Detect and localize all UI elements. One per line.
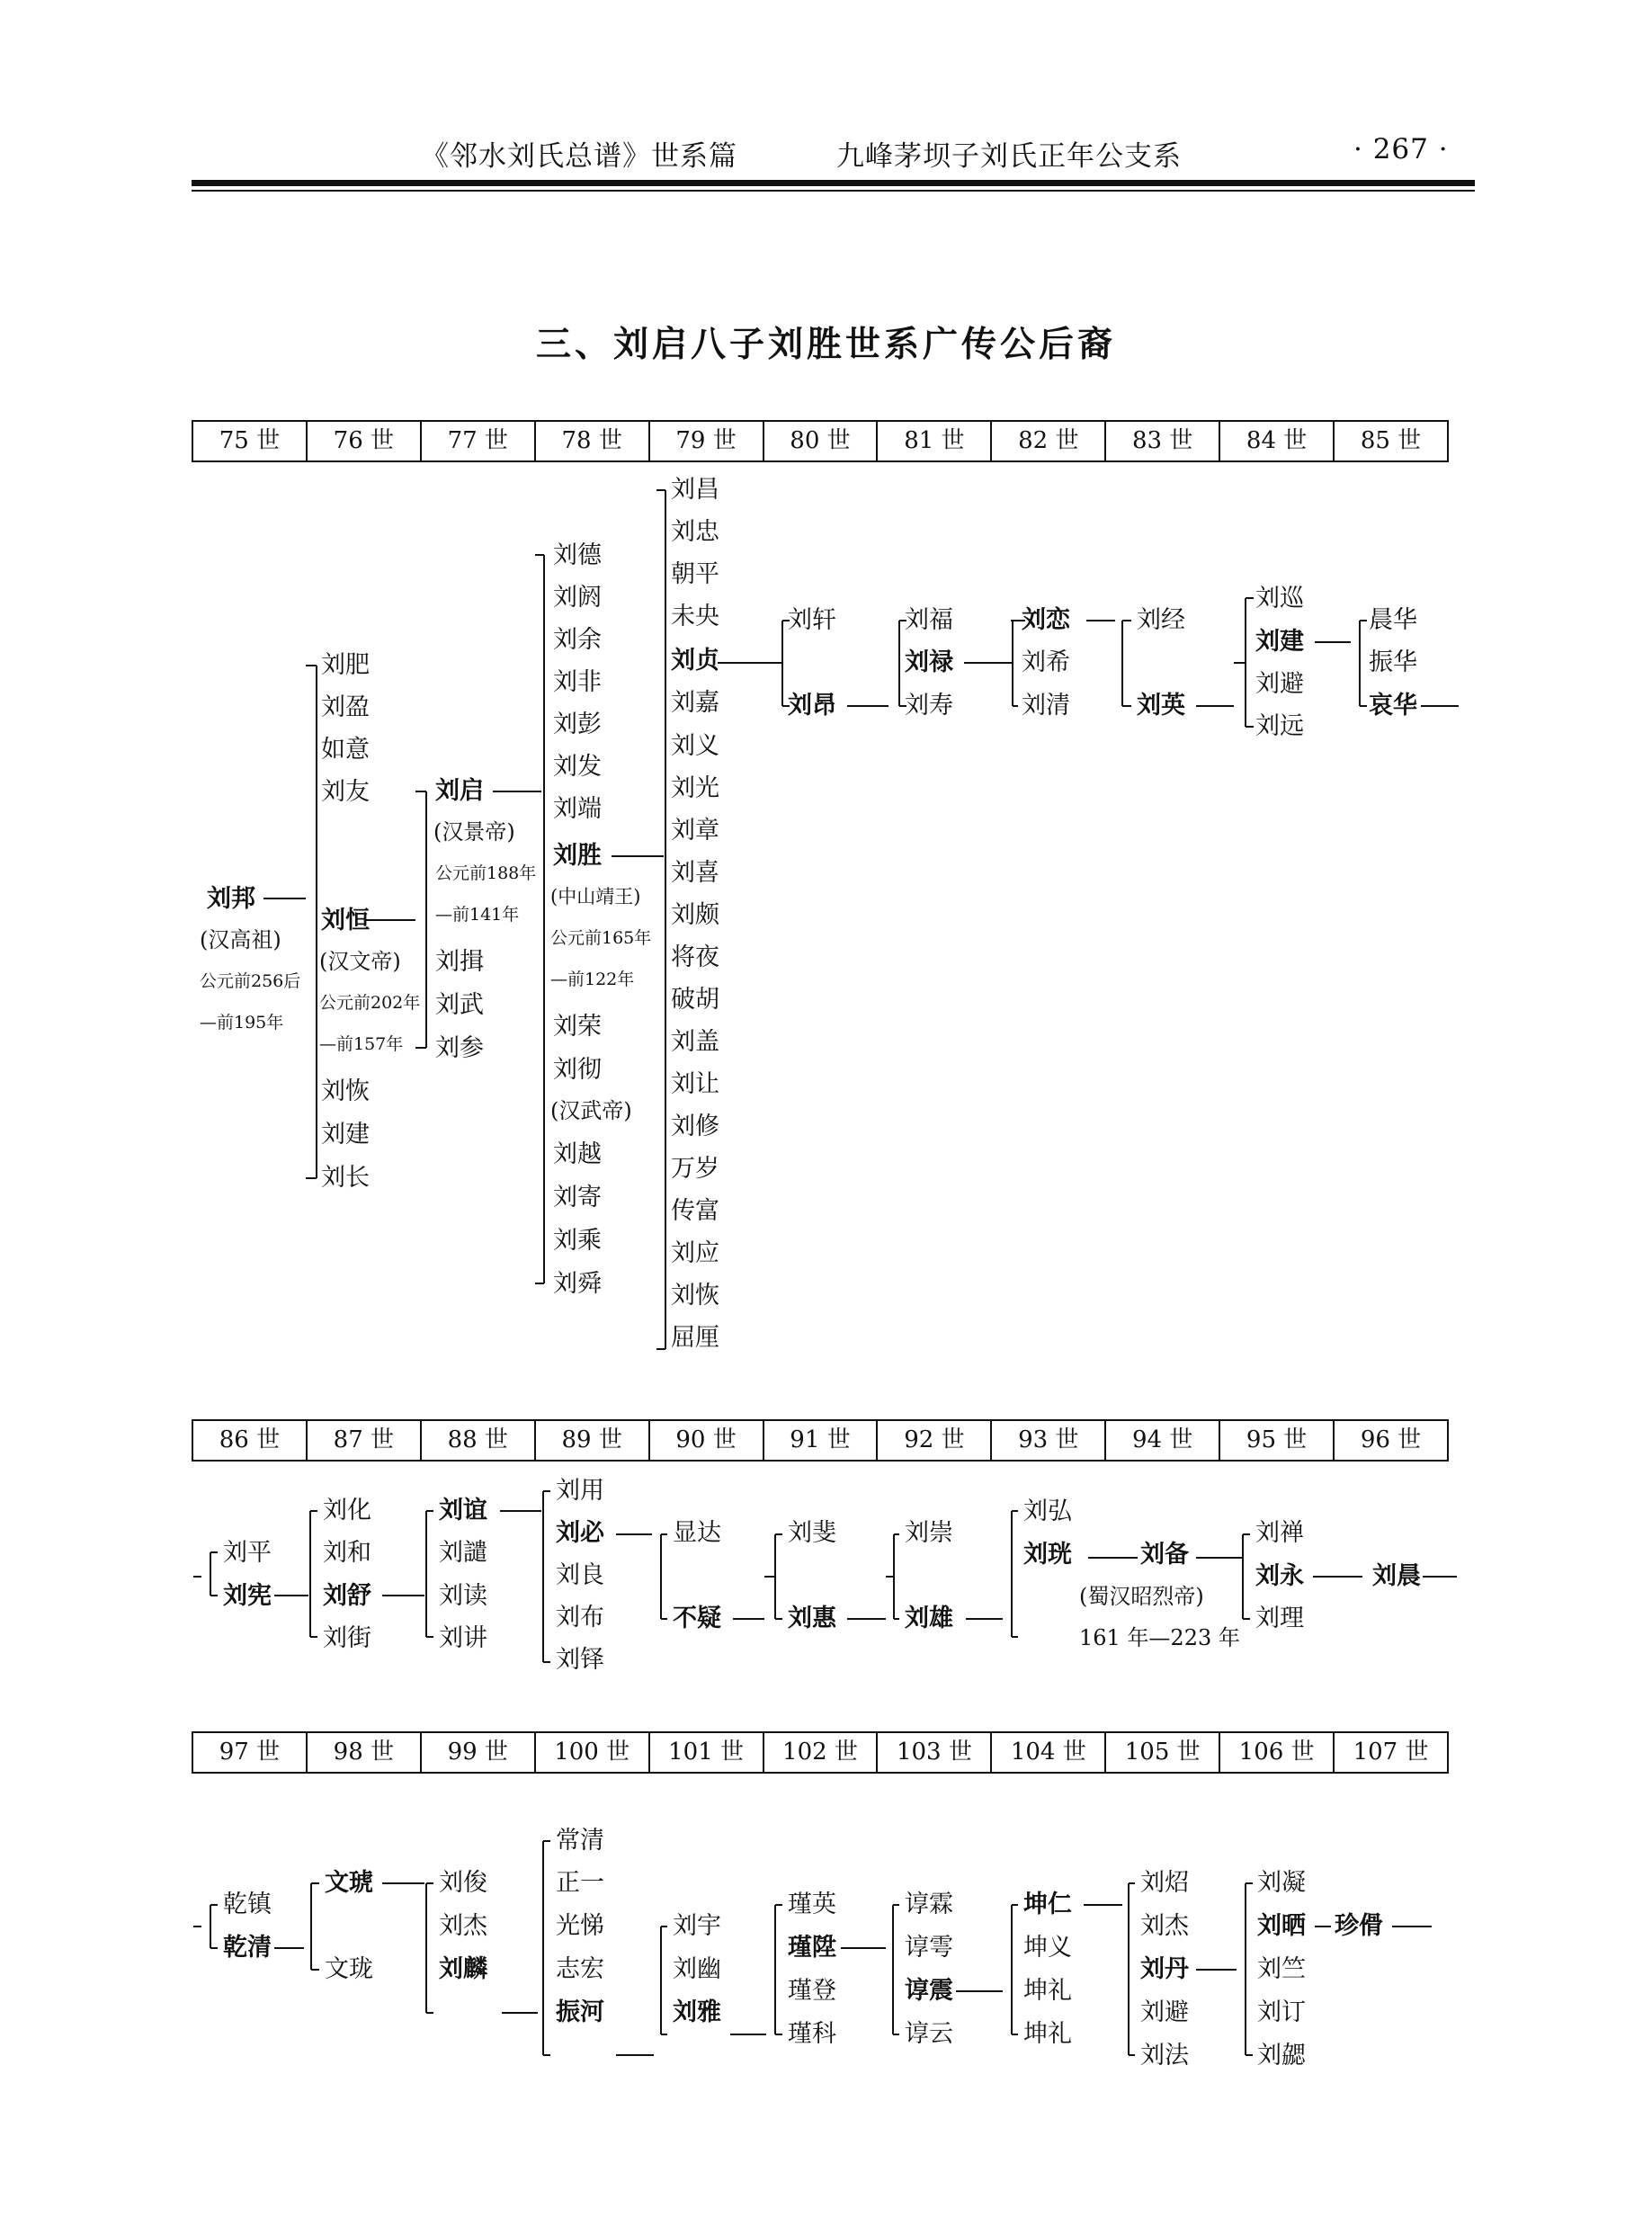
person-liu-dan: 刘丹 <box>1140 1955 1189 1983</box>
person-liu-chong: 刘崇 <box>905 1519 953 1547</box>
person-zhun-yu: 谆雩 <box>905 1934 953 1962</box>
person-wen-long: 文珑 <box>325 1955 373 1983</box>
book-title: 《邻水刘氏总谱》世系篇 <box>421 140 737 173</box>
person-liu-chen: 刘晨 <box>1372 1562 1421 1590</box>
person-liu-hui3: 刘惠 <box>788 1605 836 1632</box>
person-liu-bi: 刘避 <box>1255 670 1304 698</box>
gen-cell: 87 世 <box>308 1421 422 1460</box>
gen-cell: 107 世 <box>1353 1739 1429 1766</box>
person-liu-you: 刘友 <box>321 778 370 806</box>
gen-cell: 89 世 <box>536 1421 650 1460</box>
person-liu-hong: 刘弘 <box>1023 1497 1072 1525</box>
gen-cell: 78 世 <box>536 422 650 460</box>
person-liu-ying3: 刘英 <box>1137 692 1185 720</box>
person-jiang-ye: 将夜 <box>671 943 719 971</box>
person-liu-shan: 刘禅 <box>1255 1519 1304 1547</box>
person-liu-lin: 刘麟 <box>439 1955 487 1983</box>
person-liu-can: 刘参 <box>435 1034 484 1062</box>
note-death-bang: —前195年 <box>200 1013 284 1033</box>
person-liu-yuan: 刘远 <box>1255 712 1304 740</box>
gen-cell: 104 世 <box>992 1733 1106 1772</box>
person-zhun-lin: 谆霖 <box>905 1891 953 1918</box>
person-liu-zhu: 刘竺 <box>1257 1955 1306 1983</box>
person-liu-jie3: 刘杰 <box>1140 1912 1189 1940</box>
person-liu-ping: 刘平 <box>223 1539 272 1567</box>
person-chuan-fu: 传富 <box>671 1197 719 1225</box>
person-liu-ding: 刘订 <box>1257 1998 1306 2026</box>
person-liu-zhen: 刘贞 <box>671 647 719 675</box>
person-liu-fei: 刘肥 <box>321 651 370 679</box>
person-liu-yi2: 刘义 <box>671 732 719 760</box>
note-birth-sheng: 公元前165年 <box>550 928 652 948</box>
person-qian-zhen: 乾镇 <box>223 1891 272 1918</box>
gen-cell: 92 世 <box>878 1421 992 1460</box>
person-liu-de: 刘德 <box>553 541 602 569</box>
note-death-heng: —前157年 <box>319 1034 404 1054</box>
person-xian-da: 显达 <box>673 1519 721 1547</box>
gen-cell: 79 世 <box>650 422 764 460</box>
person-liu-lian: 刘恋 <box>1022 606 1070 634</box>
person-liu-sheng: 刘胜 <box>553 842 602 870</box>
person-liu-bi2: 刘必 <box>556 1519 604 1547</box>
person-liu-rong: 刘荣 <box>553 1013 602 1041</box>
gen-cell: 93 世 <box>992 1421 1106 1460</box>
person-liu-qi: 刘启 <box>435 777 484 805</box>
person-liu-qing: 刘清 <box>1022 692 1070 720</box>
person-liu-fa2: 刘法 <box>1140 2042 1189 2070</box>
person-liu-shou: 刘寿 <box>905 692 953 720</box>
person-liu-zhong: 刘忠 <box>671 518 719 546</box>
gen-cell: 99 世 <box>422 1733 536 1772</box>
person-liu-po: 刘颇 <box>671 901 719 929</box>
person-ru-yi: 如意 <box>321 736 370 764</box>
person-kun-li: 坤礼 <box>1023 1977 1072 2005</box>
person-liu-xi2: 刘希 <box>1022 648 1070 676</box>
note-death-sheng: —前122年 <box>550 970 635 989</box>
note-han-jingdi: (汉景帝) <box>433 819 515 845</box>
gen-cell: 75 世 <box>193 422 308 460</box>
person-liu-fei2: 刘非 <box>553 668 602 696</box>
gen-cell: 91 世 <box>764 1421 879 1460</box>
person-liu-ji: 刘寄 <box>553 1184 602 1211</box>
person-liu-xian: 刘宪 <box>223 1582 272 1610</box>
person-chang-qing: 常清 <box>556 1827 604 1855</box>
note-shu-han-zhaolie: (蜀汉昭烈帝) <box>1079 1584 1204 1609</box>
person-qu-li: 屈厘 <box>671 1324 719 1352</box>
gen-cell: 106 世 <box>1220 1733 1335 1772</box>
person-liu-yong: 刘用 <box>556 1477 604 1505</box>
person-liu-hui: 刘恢 <box>321 1077 370 1105</box>
gen-cell: 95 世 <box>1220 1421 1335 1460</box>
gen-cell: 103 世 <box>878 1733 992 1772</box>
person-liu-guang: 刘光 <box>671 774 719 802</box>
person-liu-hua: 刘化 <box>323 1497 371 1524</box>
person-liu-che: 刘彻 <box>553 1056 602 1084</box>
person-liu-ang: 刘昂 <box>788 692 836 720</box>
page-number: · 267 · <box>1353 133 1449 165</box>
person-liu-chang2: 刘昌 <box>671 476 719 504</box>
person-liu-jie2: 刘杰 <box>439 1912 487 1940</box>
person-liu-bang: 刘邦 <box>207 885 255 913</box>
person-jin-deng: 瑾登 <box>788 1977 836 2005</box>
person-liu-yi: 刘揖 <box>435 948 484 976</box>
person-liu-lu: 刘禄 <box>905 648 953 676</box>
person-liu-xi: 刘喜 <box>671 859 719 887</box>
section-title: 三、刘启八子刘胜世系广传公后裔 <box>535 325 1116 365</box>
note-han-wendi: (汉文帝) <box>319 949 401 974</box>
person-po-hu: 破胡 <box>671 986 719 1014</box>
person-liu-ning: 刘凝 <box>1257 1869 1306 1897</box>
note-death-qi: —前141年 <box>435 905 520 925</box>
person-liu-xiong: 刘雄 <box>905 1605 953 1632</box>
gen-cell: 101 世 <box>650 1733 764 1772</box>
person-liu-cheng: 刘乘 <box>553 1227 602 1255</box>
person-zhen-xu: 珍傦 <box>1335 1912 1383 1940</box>
gen-cell: 97 世 <box>193 1733 308 1772</box>
person-liu-jie: 刘街 <box>323 1624 371 1652</box>
person-wan-sui: 万岁 <box>671 1155 719 1183</box>
person-liu-ying: 刘盈 <box>321 693 370 721</box>
gen-cell: 83 世 <box>1106 422 1220 460</box>
gen-cell: 81 世 <box>878 422 992 460</box>
person-liu-du: 刘读 <box>439 1582 487 1610</box>
person-liu-xiu: 刘修 <box>671 1113 719 1140</box>
person-liu-hui2: 刘恢 <box>671 1282 719 1310</box>
person-liu-xie: 刘勰 <box>1257 2042 1306 2070</box>
note-han-gaozu: (汉高祖) <box>200 927 281 952</box>
person-liu-duan: 刘端 <box>553 795 602 823</box>
person-zhun-zhen: 谆震 <box>905 1977 953 2005</box>
person-jin-ke: 瑾科 <box>788 2020 836 2048</box>
person-liu-bei: 刘备 <box>1140 1541 1189 1569</box>
note-birth-bang: 公元前256后 <box>200 971 301 991</box>
gen-cell: 86 世 <box>193 1421 308 1460</box>
person-kun-yi: 坤义 <box>1023 1934 1072 1962</box>
person-chao-ping: 朝平 <box>671 560 719 588</box>
person-liu-zhao: 刘炤 <box>1140 1869 1189 1897</box>
branch-title: 九峰茅坝子刘氏正年公支系 <box>836 140 1182 173</box>
gen-cell: 82 世 <box>992 422 1106 460</box>
person-liu-yu: 刘余 <box>553 626 602 654</box>
person-ai-hua: 哀华 <box>1369 692 1417 720</box>
person-bu-yi: 不疑 <box>673 1605 721 1632</box>
gen-cell: 77 世 <box>422 422 536 460</box>
person-liu-liang: 刘良 <box>556 1561 604 1589</box>
person-qian-qing: 乾清 <box>223 1934 272 1962</box>
person-zhi-hong: 志宏 <box>556 1955 604 1983</box>
person-wen-hu: 文琥 <box>325 1869 373 1897</box>
gen-cell: 84 世 <box>1220 422 1335 460</box>
person-liu-he: 刘和 <box>323 1539 371 1567</box>
gen-cell: 98 世 <box>308 1733 422 1772</box>
person-liu-jun: 刘俊 <box>439 1869 487 1897</box>
gen-cell: 105 世 <box>1106 1733 1220 1772</box>
gen-cell: 80 世 <box>764 422 879 460</box>
person-jin-ying: 瑾英 <box>788 1891 836 1918</box>
person-wei-yang: 未央 <box>671 603 719 630</box>
person-guang-ti: 光悌 <box>556 1912 604 1940</box>
person-liu-peng: 刘彭 <box>553 711 602 738</box>
person-liu-fei3: 刘斐 <box>788 1519 836 1547</box>
person-liu-jian: 刘建 <box>321 1121 370 1149</box>
person-liu-jia: 刘嘉 <box>671 689 719 717</box>
person-liu-jing: 刘经 <box>1137 606 1185 634</box>
person-zheng-yi: 正一 <box>556 1869 604 1897</box>
person-liu-ying2: 刘应 <box>671 1239 719 1267</box>
person-liu-duo: 刘铎 <box>556 1646 604 1674</box>
person-liu-xuan: 刘轩 <box>788 606 836 634</box>
person-liu-shai: 刘晒 <box>1257 1912 1306 1940</box>
person-liu-wu: 刘武 <box>435 991 484 1019</box>
person-liu-chang: 刘长 <box>321 1164 370 1192</box>
person-liu-gai: 刘盖 <box>671 1028 719 1056</box>
gen-cell: 85 世 <box>1360 427 1422 454</box>
gen-cell: 94 世 <box>1106 1421 1220 1460</box>
gen-cell: 102 世 <box>764 1733 879 1772</box>
person-zhun-yun: 谆云 <box>905 2020 953 2048</box>
person-liu-bi3: 刘避 <box>1140 1998 1189 2026</box>
person-kun-ren: 坤仁 <box>1023 1891 1072 1918</box>
person-liu-li: 刘理 <box>1255 1605 1304 1632</box>
person-chen-hua: 晨华 <box>1369 606 1417 634</box>
person-liu-yu2: 刘宇 <box>673 1912 721 1940</box>
note-birth-qi: 公元前188年 <box>435 863 537 883</box>
note-han-wudi: (汉武帝) <box>550 1098 632 1123</box>
gen-cell: 100 世 <box>536 1733 650 1772</box>
person-liu-fa: 刘发 <box>553 753 602 781</box>
person-zhen-he: 振河 <box>556 1998 604 2026</box>
note-years-bei: 161 年—223 年 <box>1079 1625 1240 1650</box>
person-liu-e: 刘阏 <box>553 584 602 612</box>
person-jin-sheng: 瑾陞 <box>788 1934 836 1962</box>
person-liu-fu: 刘福 <box>905 606 953 634</box>
person-liu-jiang: 刘讲 <box>439 1624 487 1652</box>
person-liu-heng: 刘恒 <box>321 907 370 934</box>
gen-cell: 88 世 <box>422 1421 536 1460</box>
gen-cell: 96 世 <box>1360 1426 1422 1453</box>
note-zhongshan-jingwang: (中山靖王) <box>550 886 641 907</box>
gen-cell: 90 世 <box>650 1421 764 1460</box>
person-liu-qian: 刘譴 <box>439 1539 487 1567</box>
person-liu-jian2: 刘建 <box>1255 628 1304 656</box>
person-liu-rang: 刘让 <box>671 1070 719 1098</box>
person-liu-xun: 刘巡 <box>1255 585 1304 612</box>
person-liu-shun: 刘舜 <box>553 1270 602 1298</box>
person-kun-li2: 坤礼 <box>1023 2020 1072 2048</box>
person-liu-yong2: 刘永 <box>1255 1562 1304 1590</box>
note-birth-heng: 公元前202年 <box>319 993 421 1013</box>
gen-cell: 76 世 <box>308 422 422 460</box>
person-liu-shu: 刘舒 <box>323 1582 371 1610</box>
person-liu-yi3: 刘谊 <box>439 1497 487 1524</box>
person-liu-you2: 刘幽 <box>673 1955 721 1983</box>
person-liu-zhang: 刘章 <box>671 817 719 845</box>
person-liu-guang2: 刘珖 <box>1023 1541 1072 1569</box>
person-zhen-hua: 振华 <box>1369 648 1417 676</box>
person-liu-bu: 刘布 <box>556 1604 604 1632</box>
person-liu-yue: 刘越 <box>553 1140 602 1168</box>
person-liu-ya: 刘雅 <box>673 1998 721 2026</box>
